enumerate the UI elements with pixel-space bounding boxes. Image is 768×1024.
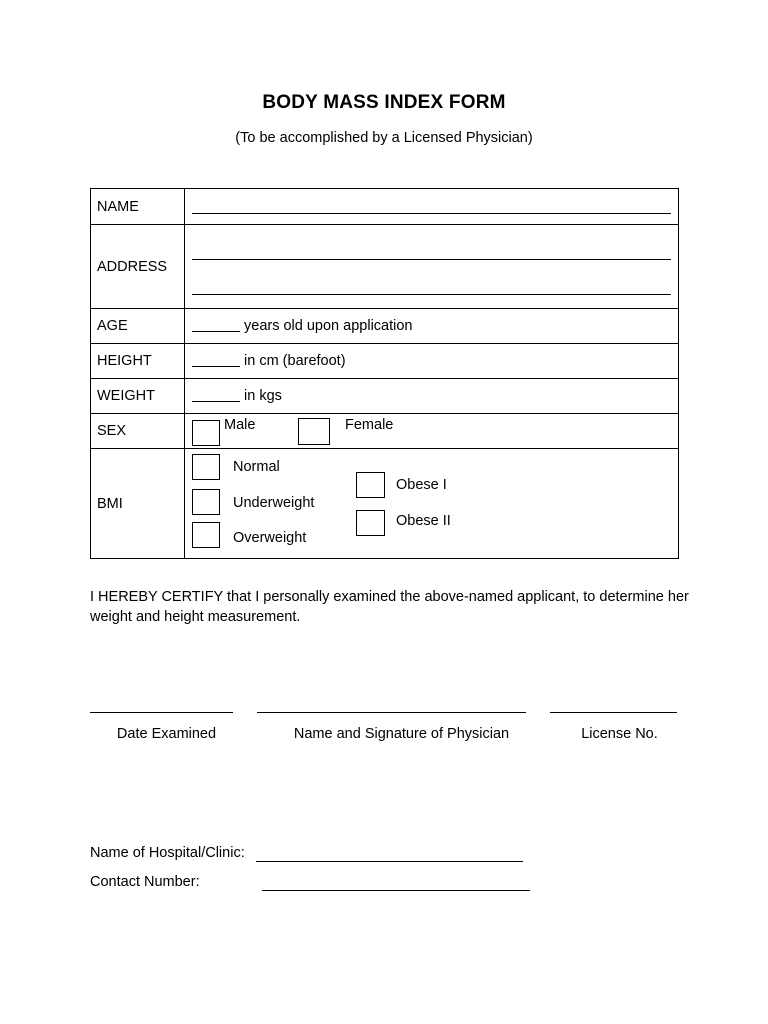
address-row [91, 225, 679, 309]
name-label: NAME [91, 189, 185, 225]
underweight-label: Underweight [233, 495, 315, 511]
hospital-label: Name of Hospital/Clinic: [90, 845, 245, 861]
bmi-form-table [90, 188, 679, 559]
obese-i-label: Obese I [396, 477, 447, 493]
male-label: Male [224, 417, 256, 433]
age-field[interactable] [185, 309, 679, 344]
age-label: AGE [91, 309, 185, 344]
height-row [91, 344, 679, 379]
age-blank[interactable] [192, 331, 240, 332]
certification-text: I HEREBY CERTIFY that I personally examined the above-named applicant, to determine her weight and height measurement. [90, 589, 689, 625]
weight-row [91, 379, 679, 414]
male-checkbox[interactable] [192, 420, 220, 446]
address-label: ADDRESS [91, 225, 185, 309]
age-row [91, 309, 679, 344]
bmi-field [185, 449, 679, 559]
weight-field[interactable] [185, 379, 679, 414]
license-no-line[interactable] [550, 712, 677, 713]
name-field[interactable] [185, 189, 679, 225]
sex-row [91, 414, 679, 449]
date-examined-line[interactable] [90, 712, 233, 713]
address-field[interactable] [185, 225, 679, 309]
address-underline-1 [192, 259, 671, 260]
normal-label: Normal [233, 459, 280, 475]
name-row [91, 189, 679, 225]
female-label: Female [345, 417, 394, 433]
name-underline [192, 213, 671, 214]
female-checkbox[interactable] [298, 418, 330, 445]
hospital-line[interactable] [256, 861, 523, 862]
obese-ii-checkbox[interactable] [356, 510, 385, 536]
overweight-label: Overweight [233, 530, 307, 546]
sex-field [185, 414, 679, 449]
weight-suffix: in kgs [244, 388, 282, 404]
bmi-row [91, 449, 679, 559]
obese-ii-label: Obese II [396, 513, 451, 529]
height-suffix: in cm (barefoot) [244, 353, 346, 369]
physician-signature-label: Name and Signature of Physician [293, 726, 510, 742]
address-underline-2 [192, 294, 671, 295]
height-blank[interactable] [192, 366, 240, 367]
height-label: HEIGHT [91, 344, 185, 379]
physician-signature-line[interactable] [257, 712, 526, 713]
license-no-label: License No. [581, 726, 658, 742]
date-examined-label: Date Examined [116, 726, 217, 742]
form-subtitle: (To be accomplished by a Licensed Physician) [235, 130, 533, 146]
height-field[interactable] [185, 344, 679, 379]
weight-label: WEIGHT [91, 379, 185, 414]
weight-blank[interactable] [192, 401, 240, 402]
form-title: BODY MASS INDEX FORM [262, 92, 506, 113]
age-suffix: years old upon application [244, 318, 413, 334]
bmi-label: BMI [91, 449, 185, 559]
normal-checkbox[interactable] [192, 454, 220, 480]
obese-i-checkbox[interactable] [356, 472, 385, 498]
sex-label: SEX [91, 414, 185, 449]
overweight-checkbox[interactable] [192, 522, 220, 548]
contact-line[interactable] [262, 890, 530, 891]
underweight-checkbox[interactable] [192, 489, 220, 515]
contact-label: Contact Number: [90, 874, 200, 890]
